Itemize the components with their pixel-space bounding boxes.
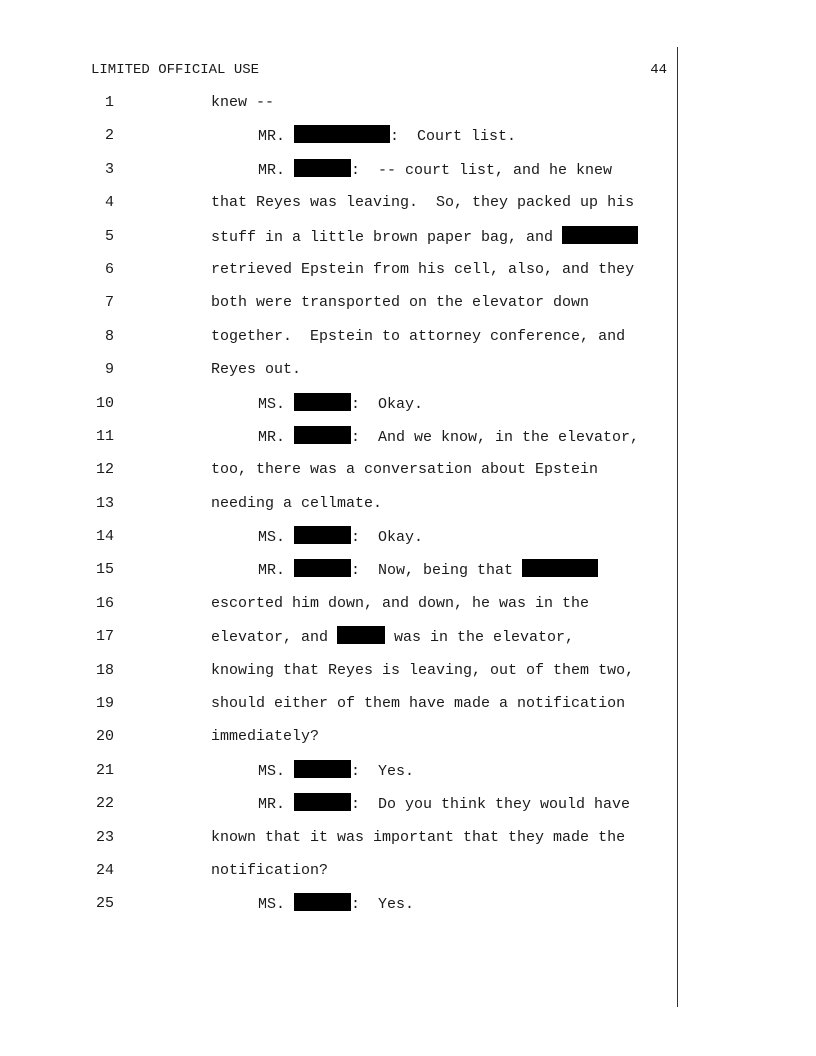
transcript-line bbox=[0, 827, 816, 860]
line-text bbox=[258, 760, 414, 783]
line-text-segment: : Do you think they would have bbox=[351, 796, 631, 814]
line-number: 8 bbox=[104, 327, 114, 345]
line-text-segment: : Now, being that bbox=[351, 562, 523, 580]
redaction-block bbox=[294, 760, 351, 778]
line-text-segment: was in the elevator, bbox=[385, 629, 575, 647]
transcript-line bbox=[0, 660, 816, 693]
line-number: 14 bbox=[95, 528, 114, 546]
redaction-block bbox=[294, 559, 351, 577]
transcript-line bbox=[0, 559, 816, 592]
transcript-line bbox=[0, 159, 816, 192]
transcript-line bbox=[0, 259, 816, 292]
redaction-block bbox=[294, 526, 351, 544]
line-text-segment: needing a cellmate. bbox=[211, 494, 383, 512]
line-text-segment: knew -- bbox=[211, 94, 275, 111]
line-number: 16 bbox=[95, 594, 114, 612]
line-number: 2 bbox=[104, 127, 114, 145]
transcript-line bbox=[0, 760, 816, 793]
line-text bbox=[211, 726, 319, 748]
transcript-lines bbox=[0, 92, 816, 927]
line-text-segment: MS. bbox=[258, 395, 295, 413]
line-number: 6 bbox=[104, 260, 114, 278]
transcript-line bbox=[0, 626, 816, 659]
line-text bbox=[211, 326, 625, 348]
line-text bbox=[258, 793, 630, 816]
transcript-line bbox=[0, 192, 816, 225]
transcript-line bbox=[0, 526, 816, 559]
line-text-segment: : And we know, in the elevator, bbox=[351, 428, 640, 446]
transcript-line bbox=[0, 493, 816, 526]
line-text-segment: : Okay. bbox=[351, 395, 424, 413]
line-text-segment: MS. bbox=[258, 529, 295, 547]
line-text-segment: : -- court list, and he knew bbox=[351, 161, 613, 179]
page-number: 44 bbox=[650, 62, 667, 78]
line-text-segment: that Reyes was leaving. So, they packed up his bbox=[211, 194, 635, 212]
line-text bbox=[258, 393, 423, 416]
redaction-block bbox=[294, 893, 351, 911]
transcript-line bbox=[0, 326, 816, 359]
line-number: 23 bbox=[95, 828, 114, 846]
line-number: 19 bbox=[95, 695, 114, 713]
line-number: 25 bbox=[95, 895, 114, 913]
transcript-line bbox=[0, 92, 816, 125]
transcript-line bbox=[0, 693, 816, 726]
line-text bbox=[211, 459, 598, 481]
line-text bbox=[211, 292, 589, 314]
line-text bbox=[211, 693, 625, 715]
transcript-line bbox=[0, 125, 816, 158]
line-number: 18 bbox=[95, 661, 114, 679]
line-text-segment: retrieved Epstein from his cell, also, and they bbox=[211, 260, 635, 278]
line-text bbox=[258, 893, 414, 916]
line-text bbox=[211, 593, 589, 615]
line-text-segment: stuff in a little brown paper bag, and bbox=[211, 228, 563, 246]
line-number: 5 bbox=[104, 227, 114, 245]
line-text-segment: should either of them have made a notification bbox=[211, 695, 626, 713]
line-text-segment: knowing that Reyes is leaving, out of them two, bbox=[211, 661, 635, 679]
redaction-block bbox=[337, 626, 385, 644]
line-text-segment: MR. bbox=[258, 796, 295, 814]
line-number: 1 bbox=[104, 94, 114, 111]
transcript-line bbox=[0, 793, 816, 826]
transcript-line bbox=[0, 726, 816, 759]
redaction-block bbox=[294, 125, 390, 143]
redaction-block bbox=[294, 426, 351, 444]
line-text bbox=[211, 660, 634, 682]
line-number: 11 bbox=[95, 427, 114, 445]
transcript-line bbox=[0, 393, 816, 426]
line-number: 9 bbox=[104, 361, 114, 379]
line-text-segment: MR. bbox=[258, 428, 295, 446]
line-text bbox=[211, 92, 274, 114]
line-text bbox=[211, 827, 625, 849]
transcript-line bbox=[0, 292, 816, 325]
line-number: 13 bbox=[95, 494, 114, 512]
line-text-segment: Reyes out. bbox=[211, 361, 302, 379]
line-number: 10 bbox=[95, 394, 114, 412]
line-number: 17 bbox=[95, 628, 114, 646]
line-text-segment: escorted him down, and down, he was in the bbox=[211, 594, 590, 612]
line-text-segment: : Yes. bbox=[351, 762, 415, 780]
line-number: 15 bbox=[95, 561, 114, 579]
line-text bbox=[211, 626, 574, 649]
line-text-segment: : Court list. bbox=[390, 128, 517, 146]
line-text-segment: notification? bbox=[211, 861, 329, 879]
line-text-segment: : Yes. bbox=[351, 896, 415, 914]
redaction-block bbox=[562, 226, 638, 244]
line-text bbox=[258, 559, 598, 582]
line-text-segment: immediately? bbox=[211, 728, 320, 746]
transcript-line bbox=[0, 359, 816, 392]
line-number: 12 bbox=[95, 461, 114, 479]
line-number: 22 bbox=[95, 795, 114, 813]
redaction-block bbox=[294, 793, 351, 811]
redaction-block bbox=[294, 159, 351, 177]
line-text bbox=[258, 426, 639, 449]
line-text-segment: both were transported on the elevator down bbox=[211, 294, 590, 312]
classification-header: LIMITED OFFICIAL USE bbox=[91, 62, 260, 78]
redaction-block bbox=[522, 559, 598, 577]
line-text bbox=[258, 526, 423, 549]
line-text-segment: : Okay. bbox=[351, 529, 424, 547]
line-text-segment: MR. bbox=[258, 128, 295, 146]
transcript-line bbox=[0, 593, 816, 626]
line-number: 3 bbox=[104, 160, 114, 178]
line-text bbox=[211, 860, 328, 882]
line-text-segment: MR. bbox=[258, 562, 295, 580]
line-text-segment: known that it was important that they made the bbox=[211, 828, 626, 846]
line-number: 20 bbox=[95, 728, 114, 746]
line-number: 4 bbox=[104, 194, 114, 212]
line-text-segment: MR. bbox=[258, 161, 295, 179]
line-text bbox=[211, 226, 638, 249]
transcript-line bbox=[0, 459, 816, 492]
line-number: 24 bbox=[95, 861, 114, 879]
line-text bbox=[211, 359, 301, 381]
line-text-segment: too, there was a conversation about Epstein bbox=[211, 461, 599, 479]
line-text-segment: MS. bbox=[258, 896, 295, 914]
line-text bbox=[211, 493, 382, 515]
line-text-segment: together. Epstein to attorney conference, and bbox=[211, 327, 626, 345]
transcript-line bbox=[0, 426, 816, 459]
line-text bbox=[258, 159, 612, 182]
line-text bbox=[211, 192, 634, 214]
line-text-segment: elevator, and bbox=[211, 629, 338, 647]
line-number: 7 bbox=[104, 294, 114, 312]
transcript-line bbox=[0, 226, 816, 259]
redaction-block bbox=[294, 393, 351, 411]
line-text bbox=[258, 125, 516, 148]
transcript-line bbox=[0, 860, 816, 893]
transcript-line bbox=[0, 893, 816, 926]
line-text bbox=[211, 259, 634, 281]
line-text-segment: MS. bbox=[258, 762, 295, 780]
line-number: 21 bbox=[95, 761, 114, 779]
